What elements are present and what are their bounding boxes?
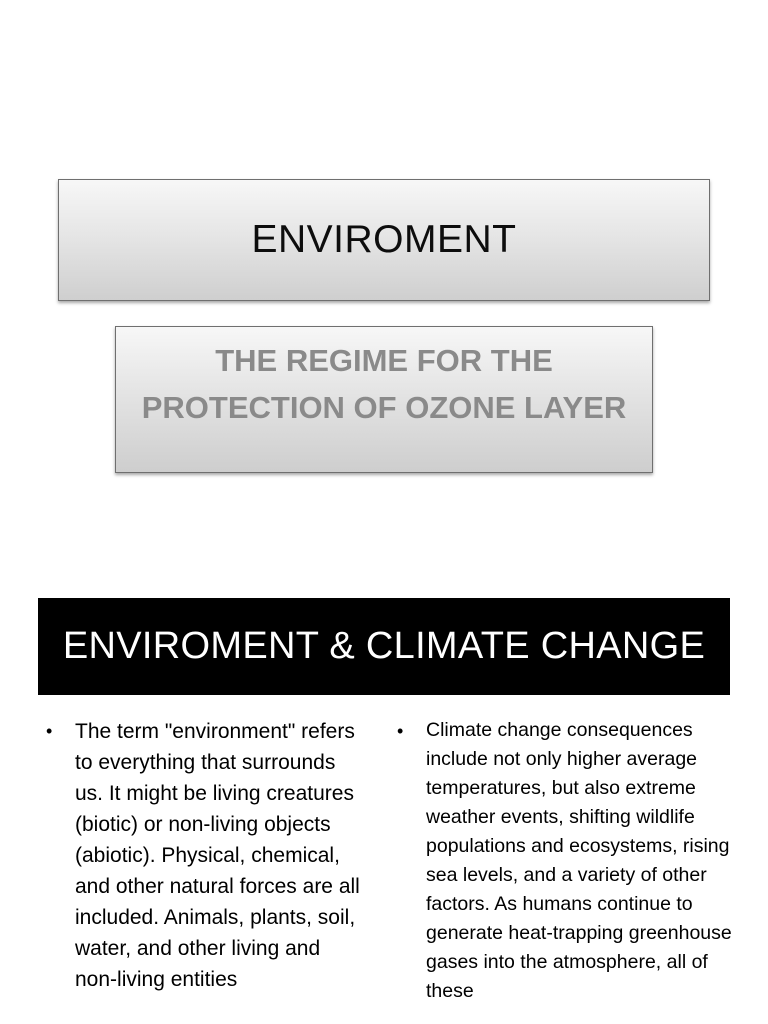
section-heading: ENVIROMENT & CLIMATE CHANGE (62, 625, 706, 667)
left-bullet-list (46, 716, 366, 995)
bullet-icon: • (397, 721, 404, 741)
subtitle-box (115, 326, 653, 473)
right-bullet-list (397, 716, 732, 1006)
list-item (397, 716, 732, 1006)
environment-definition-text: The term "environment" refers to everything that surrounds us. It might be living creatures (biotic) or non-living objects (abiotic). Physical, chemical, and other natural forces are all included. Animals, plants, soil, water, and other living and non-living entities (75, 720, 360, 991)
subtitle-line-2: PROTECTION OF OZONE LAYER (141, 390, 627, 425)
climate-change-text: Climate change consequences include not only higher average temperatures, but also extreme weather events, shifting wildlife populations and ecosystems, rising sea levels, and a variety of other factors. As humans continue to generate heat-trapping greenhouse gases into the atmosphere, all of these (426, 719, 732, 1002)
section-banner (38, 598, 730, 695)
bullet-icon: • (46, 721, 53, 741)
slide-title: ENVIROMENT (251, 218, 517, 261)
list-item (46, 716, 366, 995)
subtitle-line-1: THE REGIME FOR THE (215, 343, 553, 378)
title-box (58, 179, 710, 301)
